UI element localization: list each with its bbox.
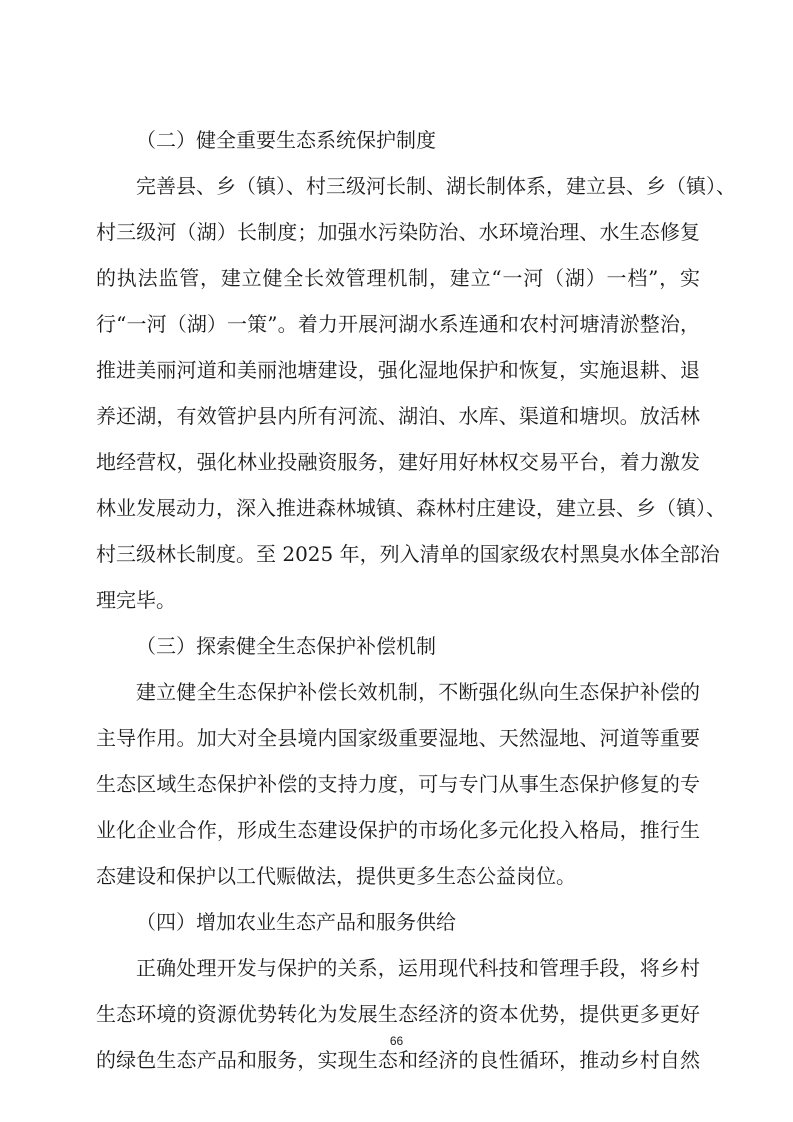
paragraph-2-line: 养还湖，有效管护县内所有河流、湖泊、水库、渠道和塘坝。放活林: [96, 404, 700, 428]
paragraph-2-line: 林业发展动力，深入推进森林城镇、森林村庄建设，建立县、乡（镇）、: [96, 496, 726, 520]
paragraph-2-line: 理完毕。: [96, 588, 176, 612]
paragraph-4-line: 的绿色生态产品和服务，实现生态和经济的良性循环，推动乡村自然: [96, 1048, 700, 1072]
paragraph-2-line: 完善县、乡（镇）、村三级河长制、湖长制体系，建立县、乡（镇）、: [136, 174, 736, 198]
page-number: 66: [389, 1034, 404, 1048]
paragraph-4-line: 正确处理开发与保护的关系，运用现代科技和管理手段，将乡村: [136, 956, 700, 980]
paragraph-2-line: 推进美丽河道和美丽池塘建设，强化湿地保护和恢复，实施退耕、退: [96, 358, 700, 382]
paragraph-3-line: 业化企业合作，形成生态建设保护的市场化多元化投入格局，推行生: [96, 818, 700, 842]
section-heading-3: （三）探索健全生态保护补偿机制: [136, 634, 436, 658]
paragraph-2-line: 地经营权，强化林业投融资服务，建好用好林权交易平台，着力激发: [96, 450, 700, 474]
paragraph-2-line: 村三级林长制度。至 2025 年，列入清单的国家级农村黑臭水体全部治: [96, 542, 720, 566]
section-heading-2: （二）健全重要生态系统保护制度: [136, 128, 436, 152]
paragraph-3-line: 态建设和保护以工代赈做法，提供更多生态公益岗位。: [96, 864, 576, 888]
paragraph-3-line: 生态区域生态保护补偿的支持力度，可与专门从事生态保护修复的专: [96, 772, 700, 796]
section-heading-4: （四）增加农业生态产品和服务供给: [136, 910, 456, 934]
paragraph-3-line: 建立健全生态保护补偿长效机制，不断强化纵向生态保护补偿的: [136, 680, 700, 704]
paragraph-2-line: 的执法监管，建立健全长效管理机制，建立“一河（湖）一档”，实: [96, 266, 700, 290]
paragraph-4-line: 生态环境的资源优势转化为发展生态经济的资本优势，提供更多更好: [96, 1002, 700, 1026]
paragraph-3-line: 主导作用。加大对全县境内国家级重要湿地、天然湿地、河道等重要: [96, 726, 700, 750]
paragraph-2-line: 村三级河（湖）长制度；加强水污染防治、水环境治理、水生态修复: [96, 220, 700, 244]
paragraph-2-line: 行“一河（湖）一策”。着力开展河湖水系连通和农村河塘清淤整治，: [96, 312, 700, 336]
